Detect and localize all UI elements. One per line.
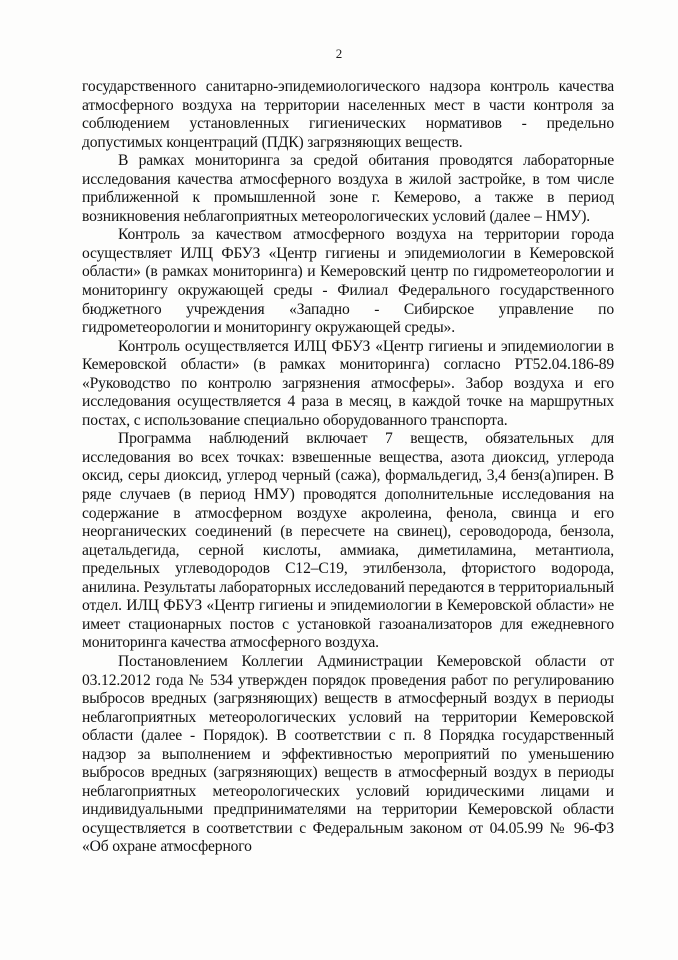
paragraph-monitoring: В рамках мониторинга за средой обитания проводятся лабораторные исследования качества атмосферного воздуха в жилой застройке, в том числе приближенной к промышленной зоне г. Кемерово, а также в период возникновения неблагоприятных метеорологических условий (далее – НМУ). bbox=[82, 152, 614, 225]
document-body bbox=[82, 78, 614, 857]
page-number: 2 bbox=[335, 46, 343, 61]
paragraph-continuation: государственного санитарно-эпидемиологического надзора контроль качества атмосферного воздуха на территории населенных мест в части контроля за соблюдением установленных гигиенических нормативов - предельно допустимых концентраций (ПДК) загрязняющих веществ. bbox=[82, 78, 614, 151]
paragraph-control-method: Контроль осуществляется ИЛЦ ФБУЗ «Центр гигиены и эпидемиологии в Кемеровской области» (в рамках мониторинга) согласно РТ52.04.186-89 «Руководство по контролю загрязнения атмосферы». Забор воздуха и его исследования осуществляется 4 раза в месяц, в каждой точке на маршрутных постах, с использование специально оборудованного транспорта. bbox=[82, 337, 614, 429]
paragraph-resolution: Постановлением Коллегии Администрации Кемеровской области от 03.12.2012 года № 534 утвержден порядок проведения работ по регулированию выбросов вредных (загрязняющих) веществ в атмосферный воздух в периоды неблагоприятных метеорологических условий на территории Кемеровской области (далее - Порядок). В соответствии с п. 8 Порядка государственный надзор за выполнением и эффективностью мероприятий по уменьшению выбросов вредных (загрязняющих) веществ в атмосферный воздух в периоды неблагоприятных метеорологических условий юридическими лицами и индивидуальными предпринимателями на территории Кемеровской области осуществляется в соответствии с Федеральным законом от 04.05.99 № 96-ФЗ «Об охране атмосферного bbox=[82, 652, 614, 856]
paragraph-observation-program: Программа наблюдений включает 7 веществ, обязательных для исследования во всех точках: взвешенные вещества, азота диоксид, углерода оксид, серы диоксид, углерод черный (сажа), формальдегид, 3,4 бенз(а)пирен. В ряде случаев (в период НМУ) проводятся дополнительные исследования на содержание в атмосферном воздухе акролеина, фенола, свинца и его неорганических соединений (в пересчете на свинец), сероводорода, бензола, ацетальдегида, серной кислоты, аммиака, диметиламина, метантиола, предельных углеводородов С12–С19, этилбензола, фтористого водорода, анилина. Результаты лабораторных исследований передаются в территориальный отдел. ИЛЦ ФБУЗ «Центр гигиены и эпидемиологии в Кемеровской области» не имеет стационарных постов с установкой газоанализаторов для ежедневного мониторинга качества атмосферного воздуха. bbox=[82, 430, 614, 652]
paragraph-air-control: Контроль за качеством атмосферного воздуха на территории города осуществляет ИЛЦ ФБУЗ «Центр гигиены и эпидемиологии в Кемеровской области» (в рамках мониторинга) и Кемеровский центр по гидрометеорологии и мониторингу окружающей среды - Филиал Федерального государственного бюджетного учреждения «Западно - Сибирское управление по гидрометеорологии и мониторингу окружающей среды». bbox=[82, 226, 614, 337]
